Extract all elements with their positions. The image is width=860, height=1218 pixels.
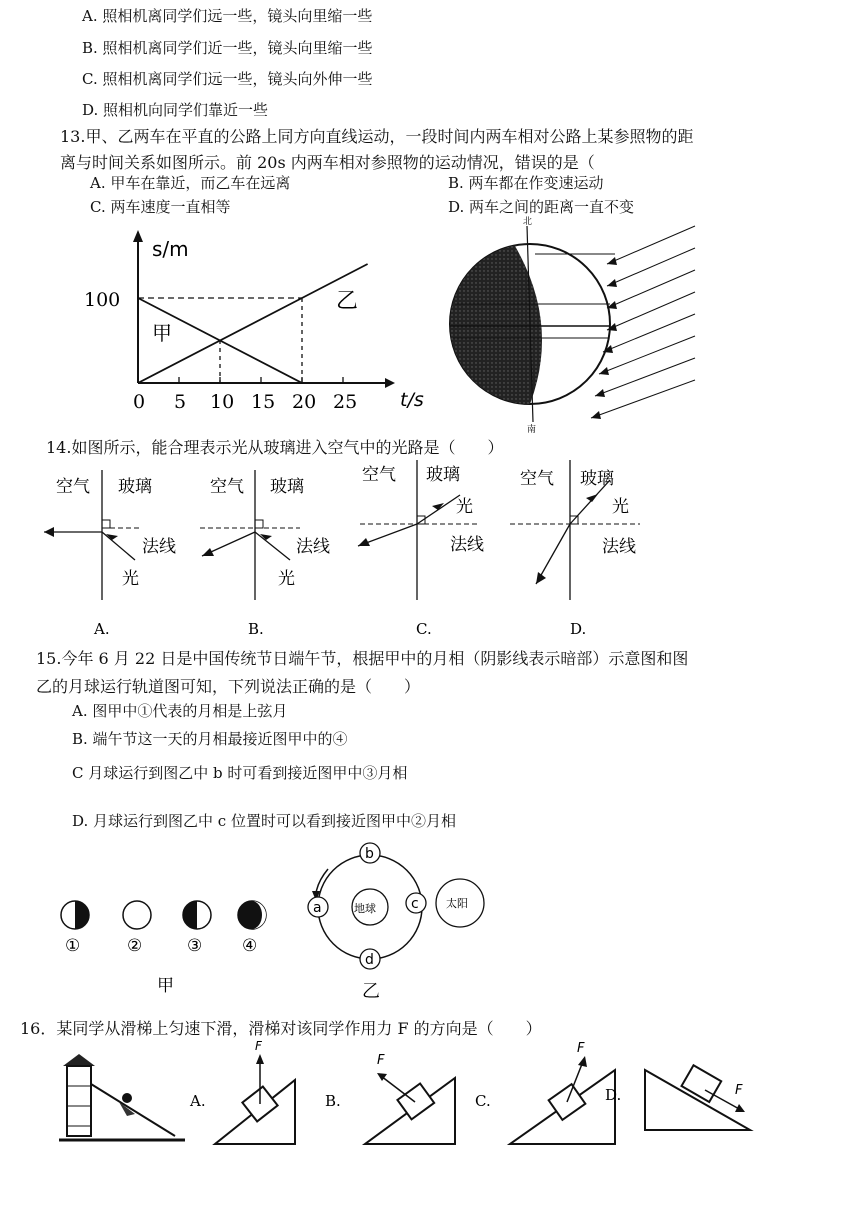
prev-option-a: A. 照相机离同学们远一些，镜头向里缩一些 [82, 7, 373, 25]
normal-label: 法线 [296, 537, 330, 557]
sun-label: 太阳 [446, 897, 468, 910]
q16-letter-d: D. [605, 1086, 622, 1104]
q14-stem: 14.如图所示，能合理表示光从玻璃进入空气中的光路是（ ） [46, 438, 504, 457]
sun-ray [607, 248, 695, 286]
x-tick-label: 25 [333, 391, 358, 413]
x-tick-label: 10 [210, 391, 235, 413]
q16-figure-a [189, 1039, 295, 1144]
pos-d-label: d [365, 952, 374, 968]
x-axis-label: t/s [400, 389, 424, 411]
q16-figure-b [325, 1053, 455, 1144]
light-label: 光 [612, 497, 629, 517]
q14-letter-b: B. [248, 620, 264, 638]
series-line-乙 [138, 264, 368, 383]
air-label: 空气 [210, 477, 244, 497]
orbit-position-a [308, 897, 328, 917]
sun-ray [599, 336, 695, 374]
sun-ray [607, 226, 695, 264]
sun-ray [607, 270, 695, 308]
force-label: F [735, 1083, 743, 1098]
glass-label: 玻璃 [580, 469, 614, 489]
child-figure [122, 1093, 132, 1103]
q14-letter-d: D. [570, 620, 587, 638]
sun-ray [607, 292, 695, 330]
q14-figure-a [44, 470, 176, 600]
phase-label-4: ④ [242, 936, 258, 956]
pos-b-label: b [365, 846, 374, 862]
moon-phase-3 [183, 901, 211, 929]
phase-label-3: ③ [187, 936, 203, 956]
sun-ray [595, 358, 695, 396]
light-label: 光 [456, 497, 473, 517]
x-axis-arrow [385, 378, 395, 388]
moon-phase-1 [61, 901, 89, 929]
q15-option-d: D. 月球运行到图乙中 c 位置时可以看到接近图甲中②月相 [72, 812, 456, 830]
sun-ray-arrow [591, 411, 601, 419]
orbit-position-b [360, 843, 380, 863]
sun-ray-arrow [595, 389, 605, 397]
q15-option-c: C 月球运行到图乙中 b 时可看到接近图甲中③月相 [72, 764, 408, 782]
glass-label: 玻璃 [118, 477, 152, 497]
prev-option-c: C. 照相机离同学们远一些，镜头向外伸一些 [82, 70, 373, 88]
phase-label-1: ① [65, 936, 81, 956]
q14-figure-b [200, 470, 330, 600]
orbit-position-c [406, 893, 426, 913]
air-label: 空气 [362, 465, 396, 485]
x-tick-label: 15 [251, 391, 276, 413]
normal-label: 法线 [450, 535, 484, 555]
force-label: F [577, 1041, 585, 1056]
sun-ray [603, 314, 695, 352]
sun-ray [591, 380, 695, 418]
prev-option-b: B. 照相机离同学们近一些，镜头向里缩一些 [82, 39, 373, 57]
normal-label: 法线 [602, 537, 636, 557]
q15-option-b: B. 端午节这一天的月相最接近图甲中的④ [72, 730, 348, 748]
y-axis-arrow [133, 230, 143, 242]
q14-letter-c: C. [416, 620, 432, 638]
label-jia: 甲 [152, 321, 172, 345]
x-tick-label: 0 [133, 391, 146, 413]
fig-jia-label: 甲 [157, 976, 174, 996]
force-label: F [377, 1053, 385, 1068]
q15-moon-phases [55, 895, 275, 995]
y-tick-100: 100 [84, 289, 121, 311]
sun-ray-arrow [607, 279, 617, 287]
label-yi: 乙 [336, 289, 359, 314]
q14-figure-c [358, 460, 484, 600]
q13-option-b: B. 两车都在作变速运动 [448, 174, 604, 192]
orbit-position-d [360, 949, 380, 969]
q16-letter-a: A. [190, 1092, 206, 1110]
air-label: 空气 [56, 477, 90, 497]
q13-option-c: C. 两车速度一直相等 [90, 198, 231, 216]
glass-label: 玻璃 [426, 465, 460, 485]
q13-stem-line1: 13.甲、乙两车在平直的公路上同方向直线运动，一段时间内两车相对公路上某参照物的距 [60, 127, 694, 146]
q15-option-a: A. 图甲中①代表的月相是上弦月 [72, 702, 288, 720]
prev-option-d: D. 照相机向同学们靠近一些 [82, 101, 269, 119]
q13-option-d: D. 两车之间的距离一直不变 [448, 198, 635, 216]
y-axis-label: s/m [152, 237, 189, 261]
x-tick-label: 5 [174, 391, 187, 413]
air-label: 空气 [520, 469, 554, 489]
q14-letter-a: A. [94, 620, 110, 638]
fig-yi-label: 乙 [362, 981, 380, 1002]
q13-option-a: A. 甲车在靠近，而乙车在远离 [90, 174, 291, 192]
south-label: 南 [527, 425, 537, 435]
q15-stem-line2: 乙的月球运行轨道图可知，下列说法正确的是（ ） [36, 677, 421, 696]
q16-stem: 16．某同学从滑梯上匀速下滑，滑梯对该同学作用力 F 的方向是（ ） [20, 1019, 542, 1038]
earth-label: 地球 [354, 902, 376, 915]
q15-stem-line1: 15.今年 6 月 22 日是中国传统节日端午节，根据甲中的月相（阴影线表示暗部）示意图和图 [36, 649, 689, 668]
sun-ray-arrow [607, 257, 617, 265]
q16-figures [55, 1040, 775, 1160]
q14-figure-d [510, 460, 640, 600]
q16-figure-c [475, 1041, 615, 1144]
force-label: F [255, 1039, 262, 1053]
q15-orbit-diagram [300, 835, 500, 1005]
glass-label: 玻璃 [270, 477, 304, 497]
q16-letter-c: C. [475, 1092, 491, 1110]
q13-st-graph [80, 228, 424, 418]
light-label: 光 [122, 569, 139, 589]
q16-figure-d [605, 1065, 750, 1130]
x-tick-label: 20 [292, 391, 317, 413]
q13-stem-line2: 离与时间关系如图所示。前 20s 内两车相对参照物的运动情况，错误的是（ [60, 153, 595, 172]
phase-label-2: ② [127, 936, 143, 956]
north-label: 北 [523, 217, 533, 227]
q14-figures [30, 460, 670, 640]
slide-scene [59, 1054, 185, 1140]
pos-a-label: a [313, 900, 322, 916]
pos-c-label: c [411, 896, 419, 912]
moon-phase-4 [238, 901, 266, 929]
q16-letter-b: B. [325, 1092, 341, 1110]
sun-ray-arrow [599, 367, 609, 375]
moon-phase-2 [123, 901, 151, 929]
light-label: 光 [278, 569, 295, 589]
normal-label: 法线 [142, 537, 176, 557]
globe-illustration [395, 214, 705, 434]
